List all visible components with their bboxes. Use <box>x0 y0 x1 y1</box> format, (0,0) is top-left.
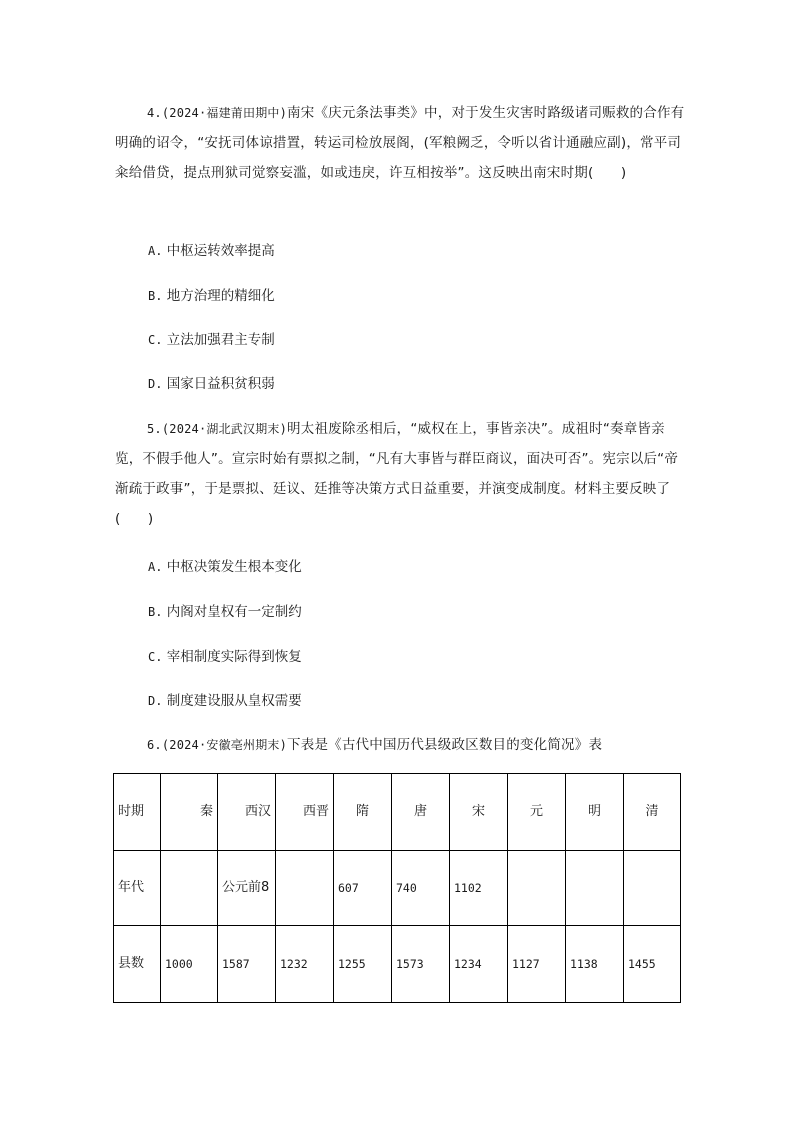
period-cell: 西汉 <box>218 774 276 851</box>
period-cell: 清 <box>624 774 681 851</box>
option-c[interactable]: C. 立法加强君主专制 <box>148 332 275 348</box>
question-number: 5. <box>147 422 162 436</box>
table-row-period <box>114 774 681 851</box>
option-d[interactable]: D. 国家日益积贫积弱 <box>148 376 275 392</box>
option-b[interactable]: B. 内阁对皇权有一定制约 <box>148 604 302 620</box>
question-source: (2024·安徽亳州期末) <box>161 738 288 752</box>
option-a[interactable]: A. 中枢决策发生根本变化 <box>148 559 302 575</box>
option-a[interactable]: A. 中枢运转效率提高 <box>148 243 275 259</box>
period-cell: 隋 <box>334 774 392 851</box>
period-cell: 唐 <box>392 774 450 851</box>
period-cell: 明 <box>566 774 624 851</box>
year-cell: 740 <box>392 851 450 926</box>
year-cell <box>161 851 218 926</box>
year-cell: 1102 <box>450 851 508 926</box>
count-cell: 1455 <box>624 926 681 1003</box>
period-cell: 宋 <box>450 774 508 851</box>
table-row-count <box>114 926 681 1003</box>
question-stem: 明太祖废除丞相后，“威权在上，事皆亲决”。成祖时“奏章皆亲览，不假手他人”。宣宗时始有票拟之制，“凡有大事皆与群臣商议，面决可否”。宪宗以后“帝渐疏于政事”，于是票拟、廷议、廷推等决策方式日益重要，并演变成制度。材料主要反映了( ) <box>115 421 679 527</box>
count-cell: 1232 <box>276 926 334 1003</box>
count-cell: 1000 <box>161 926 218 1003</box>
year-cell: 公元前8 <box>218 851 276 926</box>
question-4 <box>115 98 685 188</box>
count-cell: 1573 <box>392 926 450 1003</box>
year-cell: 607 <box>334 851 392 926</box>
option-d[interactable]: D. 制度建设服从皇权需要 <box>148 693 302 709</box>
table-header-cell: 县数 <box>114 926 161 1003</box>
period-cell: 西晋 <box>276 774 334 851</box>
table-header-cell: 时期 <box>114 774 161 851</box>
count-cell: 1127 <box>508 926 566 1003</box>
question-source: (2024·湖北武汉期末) <box>161 422 288 436</box>
year-cell <box>566 851 624 926</box>
question-source: (2024·福建莆田期中) <box>161 106 288 120</box>
year-cell <box>624 851 681 926</box>
county-count-table <box>113 773 681 1003</box>
question-6 <box>115 730 685 760</box>
count-cell: 1255 <box>334 926 392 1003</box>
year-cell <box>276 851 334 926</box>
period-cell: 元 <box>508 774 566 851</box>
question-number: 6. <box>147 738 162 752</box>
question-stem: 下表是《古代中国历代县级政区数目的变化简况》表 <box>287 737 603 753</box>
option-c[interactable]: C. 宰相制度实际得到恢复 <box>148 649 302 665</box>
period-cell: 秦 <box>161 774 218 851</box>
count-cell: 1234 <box>450 926 508 1003</box>
table-row-year <box>114 851 681 926</box>
option-b[interactable]: B. 地方治理的精细化 <box>148 288 275 304</box>
question-5 <box>115 414 685 534</box>
count-cell: 1138 <box>566 926 624 1003</box>
question-stem: 南宋《庆元条法事类》中，对于发生灾害时路级诸司赈救的合作有明确的诏令，“安抚司体谅措置，转运司检放展阁，(军粮阙乏，令听以省计通融应副)，常平司籴给借贷，提点刑狱司觉察妄滥，如或违戾，许互相按举”。这反映出南宋时期( ) <box>115 105 685 181</box>
count-cell: 1587 <box>218 926 276 1003</box>
question-number: 4. <box>147 106 162 120</box>
year-cell <box>508 851 566 926</box>
table-header-cell: 年代 <box>114 851 161 926</box>
